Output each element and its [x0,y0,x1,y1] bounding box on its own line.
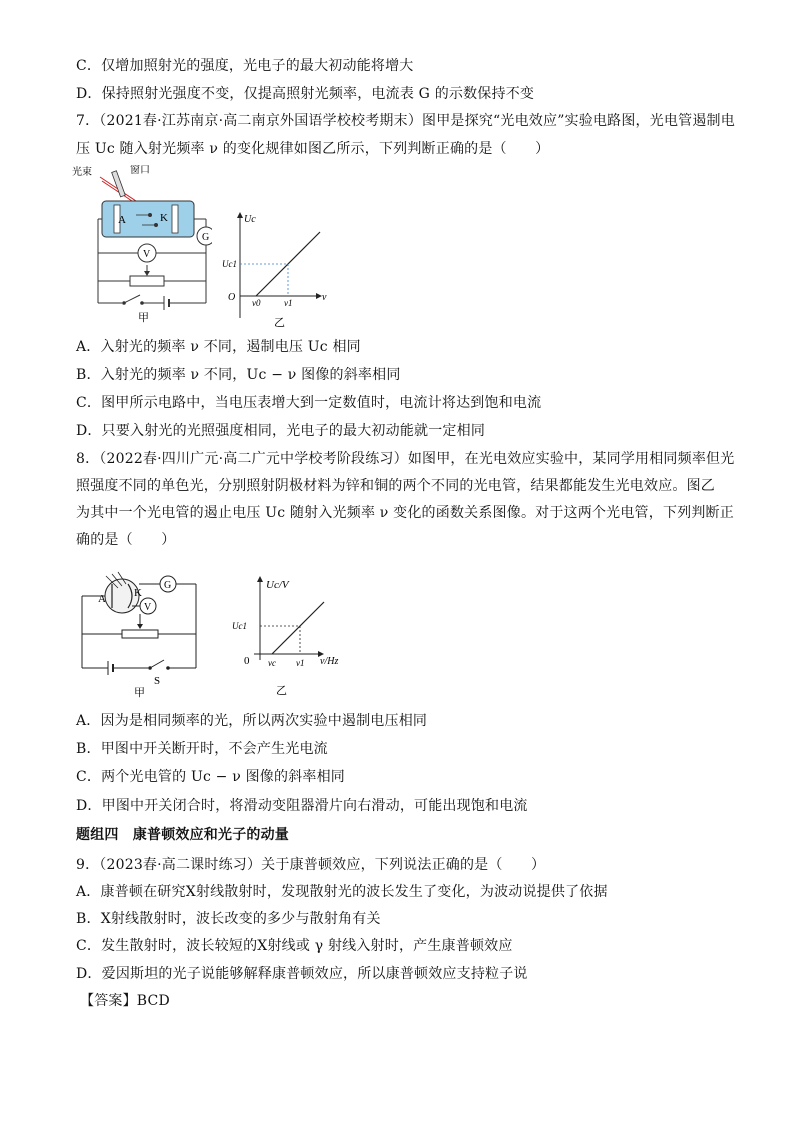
switch-label: S [154,675,161,687]
cathode-label: K [160,212,168,224]
q9-answer: 【答案】BCD [80,993,170,1009]
q7-stem-line2: 压 Uc 随入射光频率 ν 的变化规律如图乙所示，下列判断正确的是（ ） [76,141,550,157]
q8-stem-line2: 照强度不同的单色光，分别照射阴极材料为锌和铜的两个不同的光电管，结果都能发生光电效应。图乙 [76,478,715,494]
q7-option-d: D．只要入射光的光照强度相同，光电子的最大初动能就一定相同 [76,423,486,439]
window-label: 窗口 [130,165,150,176]
voltmeter-label: V [143,249,151,260]
galvanometer-label: G [202,232,210,243]
x-axis-label: ν/Hz [320,656,339,667]
q8-stem-line3: 为其中一个光电管的遏止电压 Uc 随射入光频率 ν 变化的函数关系图像。对于这两个光电管，下列判断正 [76,505,734,521]
figure-caption: 乙 [274,317,285,329]
q8-option-b: B．甲图中开关断开时，不会产生光电流 [76,741,328,757]
electron [148,213,152,217]
q8-stem-line1: 8．（2022春·四川广元·高二广元中学校考阶段练习）如图甲，在光电效应实验中，某同学用相同频率但光 [76,451,735,467]
x-axis-label: ν [322,292,327,303]
figure-caption: 甲 [134,687,145,699]
switch [150,660,164,668]
prev-option-c: C．仅增加照射光的强度，光电子的最大初动能将增大 [76,58,414,74]
q8-stem-line4: 确的是（ ） [76,532,176,548]
figure-caption: 甲 [138,312,149,324]
q7-circuit-figure [72,165,212,325]
origin-label: O [228,292,236,303]
q8-circuit-figure [76,570,206,700]
x-tick-label: ν1 [296,658,305,668]
x-tick-label: νc [268,658,276,668]
q7-stem-line1: 7．（2021春·江苏南京·高二南京外国语学校校考期末）图甲是探究“光电效应”实验电路图，光电管遏制电 [76,113,735,129]
cathode-plate [172,205,178,233]
window-slit [112,171,126,197]
y-axis-label: Uc [244,214,256,225]
q8-graph-figure [226,574,356,700]
rheostat [130,276,164,286]
x-tick-label: ν0 [252,298,261,308]
origin-label: 0 [244,655,250,667]
q9-option-b: B．X射线散射时，波长改变的多少与散射角有关 [76,911,381,927]
y-axis-label: Uc/V [266,579,289,591]
q7-graph-figure [222,210,342,330]
figure-caption: 乙 [276,685,287,697]
q9-stem: 9．（2023春·高二课时练习）关于康普顿效应，下列说法正确的是（ ） [76,857,546,873]
q8-option-a: A．因为是相同频率的光，所以两次实验中遏制电压相同 [76,713,428,729]
electron [154,223,158,227]
rheostat [122,630,158,638]
uc-line [272,602,324,654]
cathode-label: K [134,587,142,599]
q9-option-d: D．爱因斯坦的光子说能够解释康普顿效应，所以康普顿效应支持粒子说 [76,966,528,982]
q7-option-a: A．入射光的频率 ν 不同，遏制电压 Uc 相同 [76,339,361,355]
galvanometer-label: G [164,580,172,591]
anode-label: A [98,593,106,605]
q7-option-b: B．入射光的频率 ν 不同，Uc − ν 图像的斜率相同 [76,367,401,383]
anode-label: A [118,214,126,226]
group4-heading: 题组四 康普顿效应和光子的动量 [76,827,289,843]
prev-option-d: D．保持照射光强度不变，仅提高照射光频率，电流表 G 的示数保持不变 [76,86,535,102]
q9-option-c: C．发生散射时，波长较短的X射线或 γ 射线入射时，产生康普顿效应 [76,938,513,954]
q9-option-a: A．康普顿在研究X射线散射时，发现散射光的波长发生了变化，为波动说提供了依据 [76,884,608,900]
y-tick-label: Uc1 [222,259,237,269]
q8-option-c: C．两个光电管的 Uc − ν 图像的斜率相同 [76,769,345,785]
q7-option-c: C．图甲所示电路中，当电压表增大到一定数值时，电流计将达到饱和电流 [76,395,542,411]
beam-label: 光束 [72,167,92,178]
voltmeter-label: V [144,602,152,613]
x-tick-label: ν1 [284,298,293,308]
q8-option-d: D．甲图中开关闭合时，将滑动变阻器滑片向右滑动，可能出现饱和电流 [76,798,528,814]
switch [124,295,140,303]
y-tick-label: Uc1 [232,621,247,631]
